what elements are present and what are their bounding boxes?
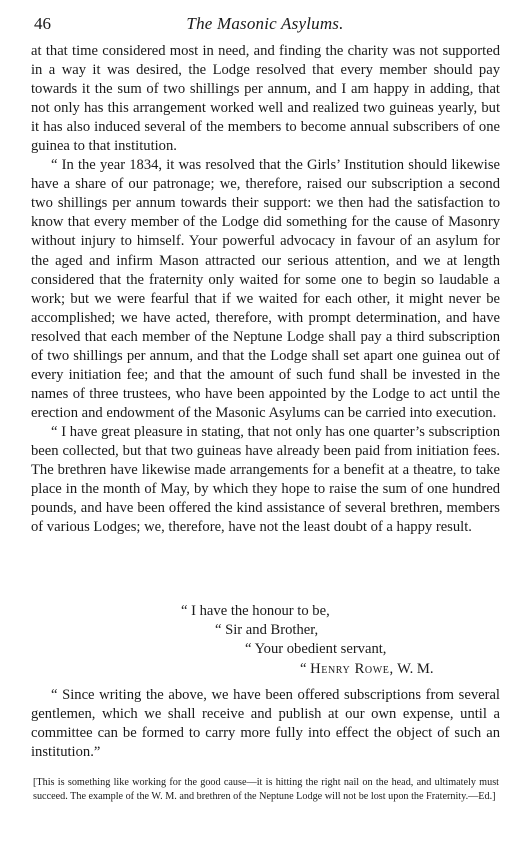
paragraph-subscription-report: “ I have great pleasure in stating, that not only has one quarter’s subscription been collected, but that two guineas have already been paid from initiation fees. The brethren have likewise made arrangements for a benefit at a theatre, to take place in the month of May, by which they hope to raise the sum of one hundred pounds, and have been offered the kind assistance of several brethren, members of various Lodges; we, therefore, have not the least doubt of a happy result. — [31, 423, 500, 536]
postscript-paragraph: “ Since writing the above, we have been offered subscriptions from several gentlemen, which we shall receive and publish at our own expense, until a committee can be formed to carry more fully into effect the object of such an institution.” — [31, 687, 500, 761]
editor-note-text: [This is something like working for the good cause—it is hitting the right nail on the head, and ultimately must succeed. The example of the W. M. and brethren of the Neptune Lodge will not be lost upon the Fraternity.—Ed.] — [33, 777, 499, 803]
signature — [31, 660, 500, 679]
body-text — [31, 42, 500, 537]
closing-line-servant: “ Your obedient servant, — [245, 641, 387, 658]
paragraph-continuation: at that time considered most in need, and finding the charity was not supported in a way it was desired, the Lodge resolved that every member should pay towards it the sum of two shillings per annum, and I am happy in adding, that not only has this arrangement worked well and realized two guineas yearly, but it has also induced several of the members to become annual subscribers of one guinea to that institution. — [31, 43, 500, 155]
letter-closing — [31, 602, 500, 679]
page-number: 46 — [34, 14, 51, 33]
editor-note — [33, 776, 499, 804]
signature-name: Henry Rowe, — [310, 660, 394, 677]
running-title: The Masonic Asylums. — [186, 14, 344, 33]
closing-line-honour: “ I have the honour to be, — [181, 603, 330, 619]
closing-line-salutation: “ Sir and Brother, — [215, 622, 319, 639]
signature-title: W. M. — [393, 660, 434, 677]
signature-quote: “ — [300, 660, 311, 677]
paragraph-1834-resolution: “ In the year 1834, it was resolved that the Girls’ Institution should likewise have a share of our patronage; we, therefore, raised our subscription a second two shillings per annum towards their support: we then had the satisfaction to know that every member of the Lodge did something for the cause of Masonry without injury to himself. Your powerful advocacy in favour of an asylum for the aged and infirm Mason attracted our serious attention, and we at length considered that the fraternity only waited for some one to begin so laudable a work; but we were fearful that if we waited for each other, it might never be accomplished; we have acted, therefore, with prompt determination, and have resolved that each member of the Neptune Lodge shall pay a third subscription of two shillings per annum, and that the Lodge shall set apart one guinea out of every initiation fee; and that the amount of such fund shall be invested in the names of three trustees, who have been appointed by the Lodge to act until the erection and endowment of the Masonic Asylums can be carried into execution. — [31, 157, 500, 421]
page-header — [30, 14, 500, 40]
postscript — [31, 686, 500, 762]
